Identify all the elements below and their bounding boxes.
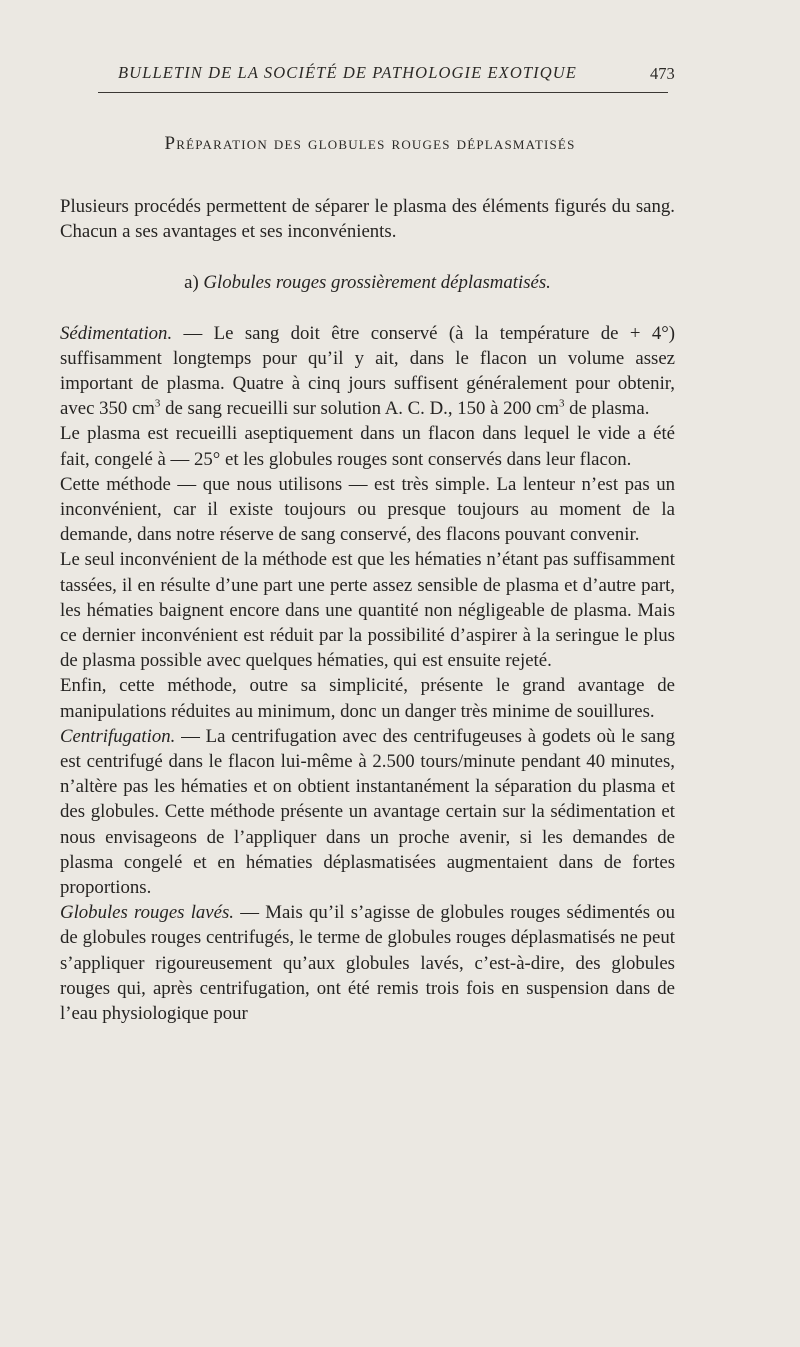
paragraph-inconvenient	[60, 547, 675, 673]
sedimentation-text-b: de sang recueilli sur solution A. C. D., 150 à 200 cm	[160, 398, 559, 420]
paragraph-intro	[60, 194, 675, 244]
subheading-label: a)	[184, 272, 199, 294]
paragraph-centrifugation	[60, 724, 675, 900]
paragraph-methode	[60, 472, 675, 548]
superscript-cubic: 3	[154, 397, 161, 410]
body-text	[60, 194, 675, 1026]
superscript-cubic-2: 3	[558, 397, 565, 410]
subheading	[60, 270, 675, 295]
paragraph-enfin	[60, 673, 675, 723]
enfin-text: Enfin, cette méthode, outre sa simplicité, présente le grand avantage de manipulations réduites au minimum, donc un danger très minime de souillures.	[60, 675, 675, 722]
section-title: Préparation des globules rouges déplasmatisés	[164, 133, 576, 154]
inconvenient-text: Le seul inconvénient de la méthode est que les hématies n’étant pas suffisamment tassées, il en résulte d’une part une perte assez sensible de plasma et d’autre part, les hématies baignent encore dans une quantité non négligeable de plasma. Mais ce dernier inconvénient est réduit par la possibilité d’aspirer à la seringue le plus de plasma possible avec quelques hématies, qui est ensuite rejeté.	[60, 549, 675, 672]
sedimentation-text-c: de plasma.	[564, 398, 650, 420]
laves-text: — Mais qu’il s’agisse de globules rouges sédimentés ou de globules rouges centrifugés, le terme de globules rouges déplasmatisés ne peut s’appliquer rigoureusement qu’aux globules lavés, c’est-à-dire, des globules rouges qui, après centrifugation, ont été remis trois fois en suspension dans de l’eau physiologique pour	[60, 902, 676, 1025]
paragraph-plasma	[60, 421, 675, 471]
centrifugation-text: — La centrifugation avec des centrifugeuses à godets où le sang est centrifugé dans le flacon lui-même à 2.500 tours/minute pendant 40 minutes, n’altère pas les hématies et on obtient instantanément la séparation du plasma et des globules. Cette méthode présente un avantage certain sur la sédimentation et nous envisageons de l’appliquer dans un proche avenir, si les demandes de plasma congelé et en hématies déplasmatisées augmentaient dans de fortes proportions.	[60, 725, 675, 899]
plasma-text: Le plasma est recueilli aseptiquement dans un flacon dans lequel le vide a été fait, congelé à — 25° et les globules rouges sont conservés dans leur flacon.	[60, 423, 675, 470]
page-number: 473	[650, 64, 675, 83]
header-rule	[98, 92, 668, 93]
sedimentation-title: Sédimentation.	[60, 322, 173, 344]
methode-text: Cette méthode — que nous utilisons — est très simple. La lenteur n’est pas un inconvénient, car il existe toujours ou presque toujours au moment de la demande, dans notre réserve de sang conservé, des flacons pouvant convenir.	[60, 473, 675, 546]
running-header-title: BULLETIN DE LA SOCIÉTÉ DE PATHOLOGIE EXOTIQUE	[118, 63, 577, 82]
centrifugation-title: Centrifugation.	[60, 725, 176, 747]
paragraph-globules-laves	[60, 900, 675, 1026]
subheading-text: Globules rouges grossièrement déplasmatisés.	[203, 272, 551, 294]
sedimentation-text-a: — Le sang doit être conservé (à la température de + 4°) suffisamment longtemps pour qu’il y ait, dans le flacon un volume assez important de plasma. Quatre à cinq jours suffisent généralement pour obtenir, avec 350 cm	[60, 322, 675, 420]
paragraph-sedimentation	[60, 321, 675, 422]
laves-title: Globules rouges lavés.	[60, 902, 234, 924]
intro-text: Plusieurs procédés permettent de séparer le plasma des éléments figurés du sang. Chacun a ses avantages et ses inconvénients.	[60, 196, 675, 243]
